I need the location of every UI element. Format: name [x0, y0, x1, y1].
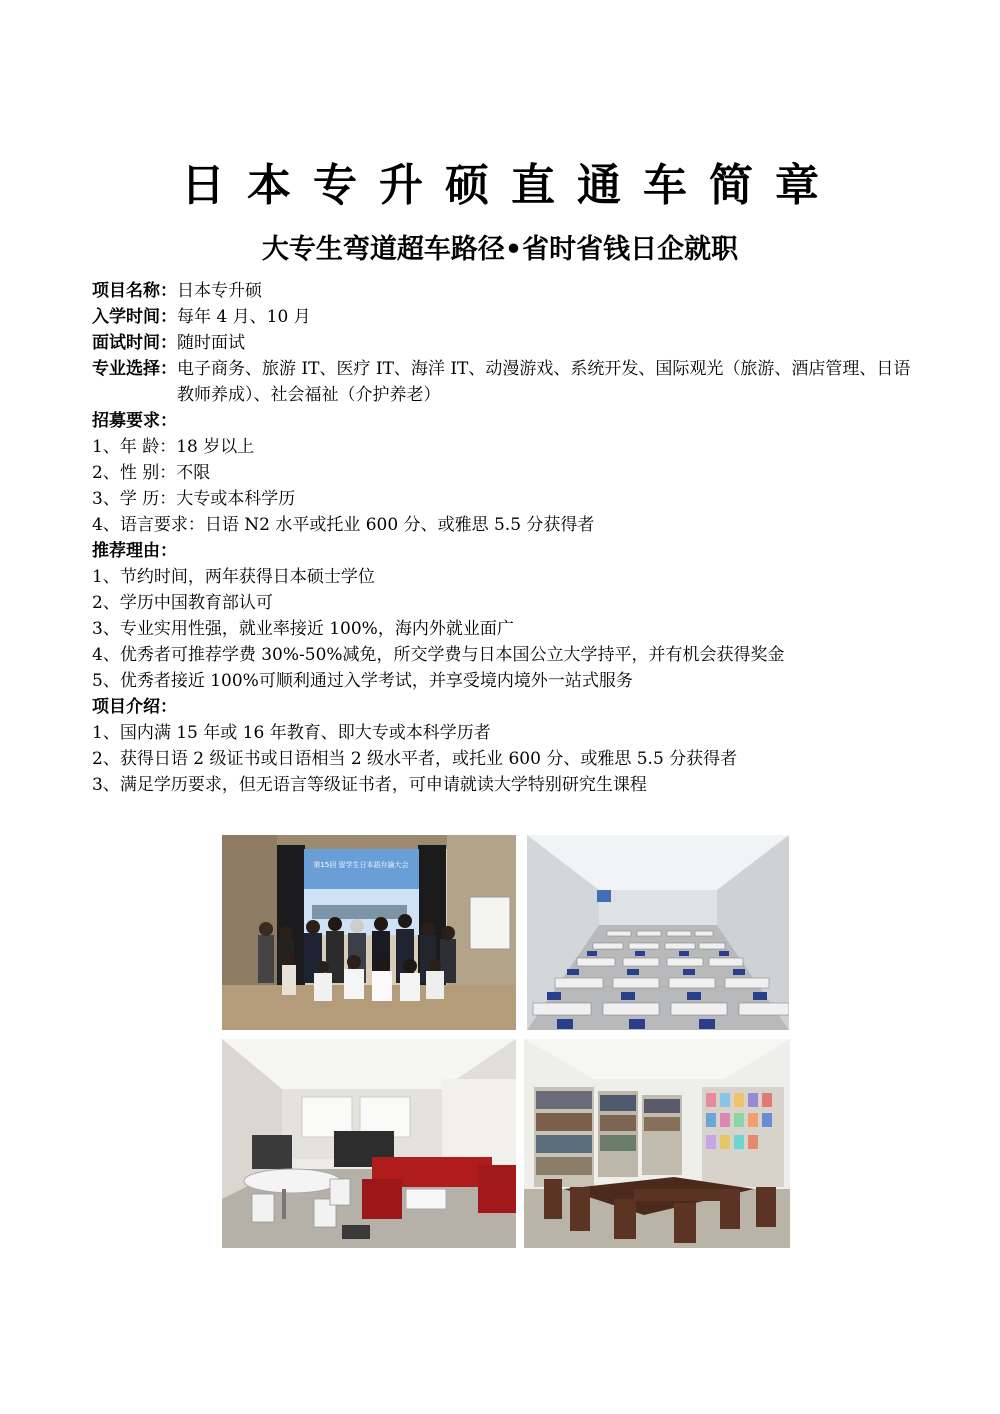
info-label: 专业选择： [92, 359, 177, 379]
list-item: 1、节约时间，两年获得日本硕士学位 [92, 567, 375, 587]
list-item: 3、学 历：大专或本科学历 [92, 489, 296, 509]
info-row-enrollment [92, 304, 922, 330]
list-item: 4、语言要求：日语 N2 水平或托业 600 分、或雅思 5.5 分获得者 [92, 515, 595, 535]
page-title: 日本专升硕直通车简章 [181, 160, 841, 211]
page-subtitle: 大专生弯道超车路径•省时省钱日企就职 [261, 234, 739, 265]
list-item: 4、优秀者可推荐学费 30%-50%减免，所交学费与日本国公立大学持平，并有机会获得奖金 [92, 645, 785, 665]
screen-text: 第15回 留学生日本語弁論大会 [313, 861, 409, 869]
group-photo-illustration [222, 835, 516, 1030]
list-item: 2、获得日语 2 级证书或日语相当 2 级水平者，或托业 600 分、或雅思 5.5 分获得者 [92, 749, 738, 769]
list-item: 1、国内满 15 年或 16 年教育、即大专或本科学历者 [92, 723, 491, 743]
info-value: 电子商务、旅游 IT、医疗 IT、海洋 IT、动漫游戏、系统开发、国际观光（旅游、酒店管理、日语教师养成）、社会福祉（介护养老） [177, 359, 911, 405]
info-value: 日本专升硕 [177, 281, 262, 301]
lounge-photo [222, 1039, 516, 1248]
info-row-majors [92, 356, 922, 408]
lounge-photo-illustration [222, 1039, 516, 1248]
bookshelves [534, 1087, 784, 1187]
list-item: 1、年 龄：18 岁以上 [92, 437, 255, 457]
brochure-content [92, 278, 922, 798]
info-row-interview [92, 330, 922, 356]
info-value: 随时面试 [177, 333, 245, 353]
info-label: 面试时间： [92, 333, 177, 353]
library-photo-illustration [524, 1039, 790, 1248]
list-item: 2、学历中国教育部认可 [92, 593, 273, 613]
library-photo [524, 1039, 790, 1248]
info-label: 项目名称： [92, 281, 177, 301]
group-photo [222, 835, 516, 1030]
list-item: 2、性 别：不限 [92, 463, 211, 483]
classroom-photo [527, 835, 789, 1030]
classroom-photo-illustration [527, 835, 789, 1030]
info-value: 每年 4 月、10 月 [177, 307, 311, 327]
reasons-heading: 推荐理由： [92, 541, 177, 561]
info-label: 入学时间： [92, 307, 177, 327]
requirements-heading: 招募要求： [92, 411, 177, 431]
list-item: 3、专业实用性强，就业率接近 100%，海内外就业面广 [92, 619, 514, 639]
info-row-project-name [92, 278, 922, 304]
intro-heading: 项目介绍： [92, 697, 177, 717]
list-item: 5、优秀者接近 100%可顺利通过入学考试，并享受境内境外一站式服务 [92, 671, 633, 691]
list-item: 3、满足学历要求，但无语言等级证书者，可申请就读大学特别研究生课程 [92, 775, 647, 795]
